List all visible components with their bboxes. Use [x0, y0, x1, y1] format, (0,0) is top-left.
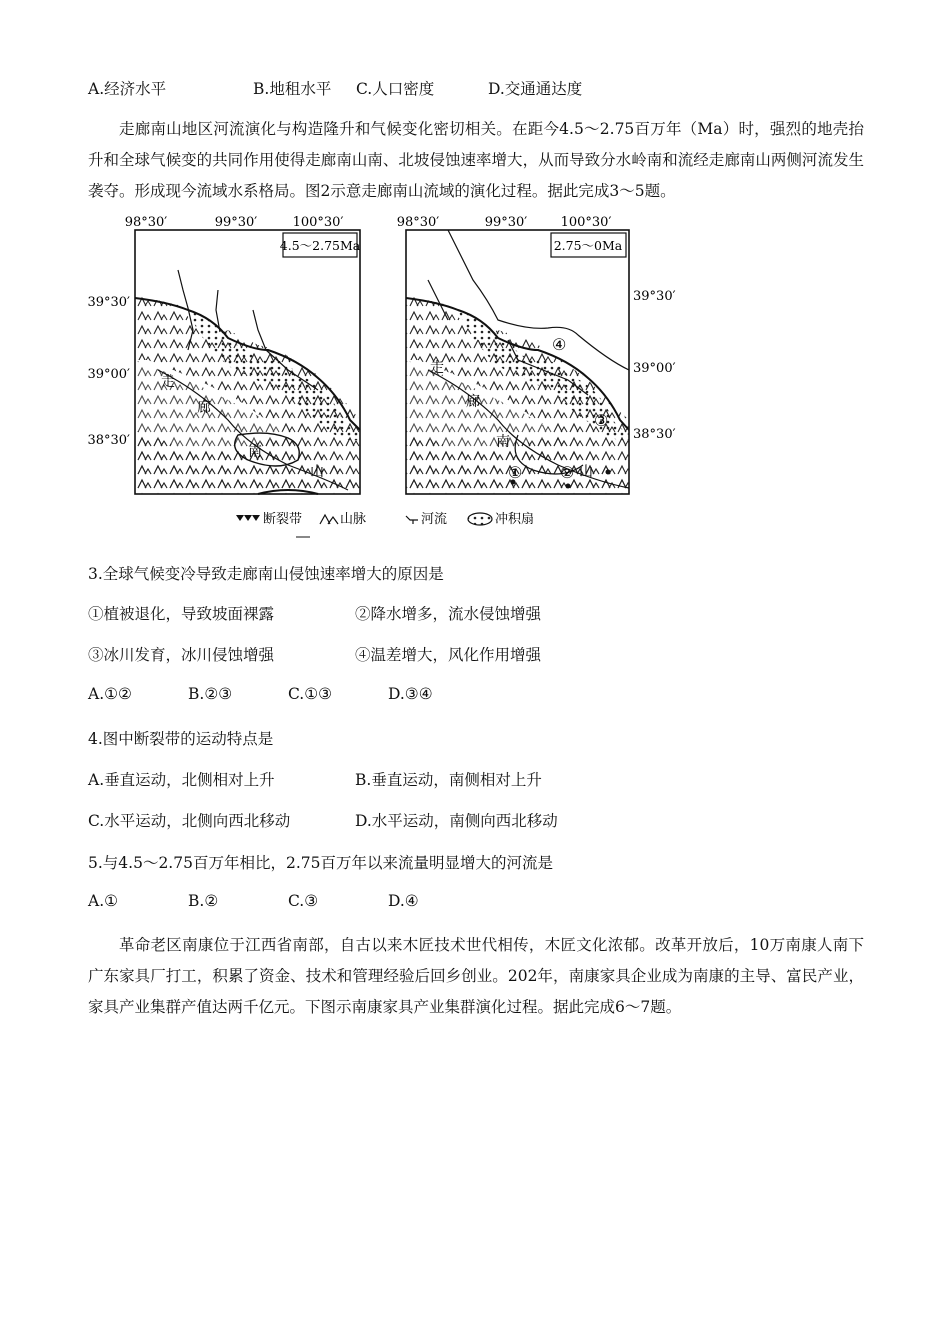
option: A.经济水平 [88, 80, 167, 98]
place-char: 南 [496, 434, 510, 450]
lon-tick: 100°30′ [560, 215, 612, 230]
option: B.地租水平 [253, 80, 332, 98]
left-period-label: 4.5～2.75Ma [279, 238, 361, 253]
option: D.③④ [388, 685, 433, 703]
outro-paragraph: 革命老区南康位于江西省南部，自古以来木匠技术世代相传，木匠文化浓郁。改革开放后，10万南康人南下广东家具厂打工，积累了资金、技术和管理经验后回乡创业。202年，南康家具企业成为南康的主导、富民产业，家具产业集群产值达两千亿元。下图示南康家具产业集群演化过程。据此完成6～7题。 [88, 936, 864, 1016]
lat-tick: 39°30′ [87, 295, 130, 310]
option: B.垂直运动，南侧相对上升 [355, 771, 542, 789]
option: D.交通通达度 [488, 80, 583, 98]
option: A.垂直运动，北侧相对上升 [88, 771, 275, 789]
option: B.② [188, 892, 219, 910]
option: A.① [88, 892, 119, 910]
alluvial-fan-legend-icon [468, 513, 492, 525]
statements-row [88, 602, 541, 624]
statement: ①植被退化，导致坡面裸露 [88, 605, 275, 623]
place-char: 山 [310, 464, 324, 480]
option: C.①③ [288, 685, 333, 703]
question-stem: 5.与4.5～2.75百万年相比，2.75百万年以来流量明显增大的河流是 [88, 854, 553, 872]
option: C.水平运动，北侧向西北移动 [88, 812, 291, 830]
lon-tick: 99°30′ [214, 215, 258, 230]
statement: ③冰川发育，冰川侵蚀增强 [88, 646, 275, 664]
place-char: 山 [579, 464, 593, 480]
place-char: 廊 [466, 394, 480, 410]
lat-tick: 39°00′ [87, 367, 130, 382]
legend-label: 冲积扇 [495, 512, 535, 527]
options-row [88, 768, 542, 790]
place-char: 走 [161, 374, 175, 390]
option: D.水平运动，南侧向西北移动 [355, 812, 558, 830]
intro-paragraph: 走廊南山地区河流演化与构造隆升和气候变化密切相关。在距今4.5～2.75百万年（Ma）时，强烈的地壳抬升和全球气候变的共同作用使得走廊南山南、北坡侵蚀速率增大，从而导致分水岭南和流经走廊南山两侧河流发生袭夺。形成现今流域水系格局。图2示意走廊南山流域的演化过程。据此完成3～5题。 [88, 120, 864, 200]
options-row [88, 809, 558, 831]
prev-options-row [88, 77, 582, 99]
options-row [88, 685, 433, 703]
lon-tick: 99°30′ [484, 215, 528, 230]
question-stem: 3.全球气候变冷导致走廊南山侵蚀速率增大的原因是 [88, 565, 444, 583]
river-mark: ④ [552, 335, 567, 354]
statement: ②降水增多，流水侵蚀增强 [355, 605, 542, 623]
options-row [88, 892, 419, 910]
legend-label: 山脉 [340, 512, 367, 527]
right-map [397, 215, 676, 494]
legend [236, 511, 534, 537]
place-char: 南 [248, 444, 262, 460]
statements-row [88, 643, 541, 665]
mountain-legend-icon [320, 515, 338, 524]
figure-2 [87, 210, 676, 540]
option: D.④ [388, 892, 419, 910]
option: B.②③ [188, 685, 233, 703]
river-legend-icon [406, 516, 418, 524]
right-period-label: 2.75～0Ma [553, 238, 623, 253]
river-mark: ① [508, 463, 523, 482]
option: C.人口密度 [356, 80, 435, 98]
lat-tick: 39°30′ [633, 289, 676, 304]
option: C.③ [288, 892, 319, 910]
lat-tick: 38°30′ [87, 433, 130, 448]
lon-tick: 98°30′ [396, 215, 440, 230]
legend-label: 断裂带 [263, 512, 303, 527]
river-evolution-maps [87, 210, 676, 540]
place-char: 廊 [197, 400, 211, 416]
option: A.①② [88, 685, 132, 703]
lon-tick: 100°30′ [292, 215, 344, 230]
lon-tick: 98°30′ [124, 215, 168, 230]
river-node [566, 484, 571, 489]
place-char: 走 [430, 360, 444, 376]
statement: ④温差增大，风化作用增强 [355, 646, 542, 664]
question-stem: 4.图中断裂带的运动特点是 [88, 730, 274, 748]
left-map [87, 215, 360, 494]
lat-tick: 39°00′ [633, 361, 676, 376]
river-node [606, 470, 611, 475]
river-mark: ② [560, 463, 575, 482]
fault-legend-icon [236, 515, 260, 521]
lat-tick: 38°30′ [633, 427, 676, 442]
river-mark: ③ [594, 411, 609, 430]
legend-label: 河流 [421, 512, 448, 527]
